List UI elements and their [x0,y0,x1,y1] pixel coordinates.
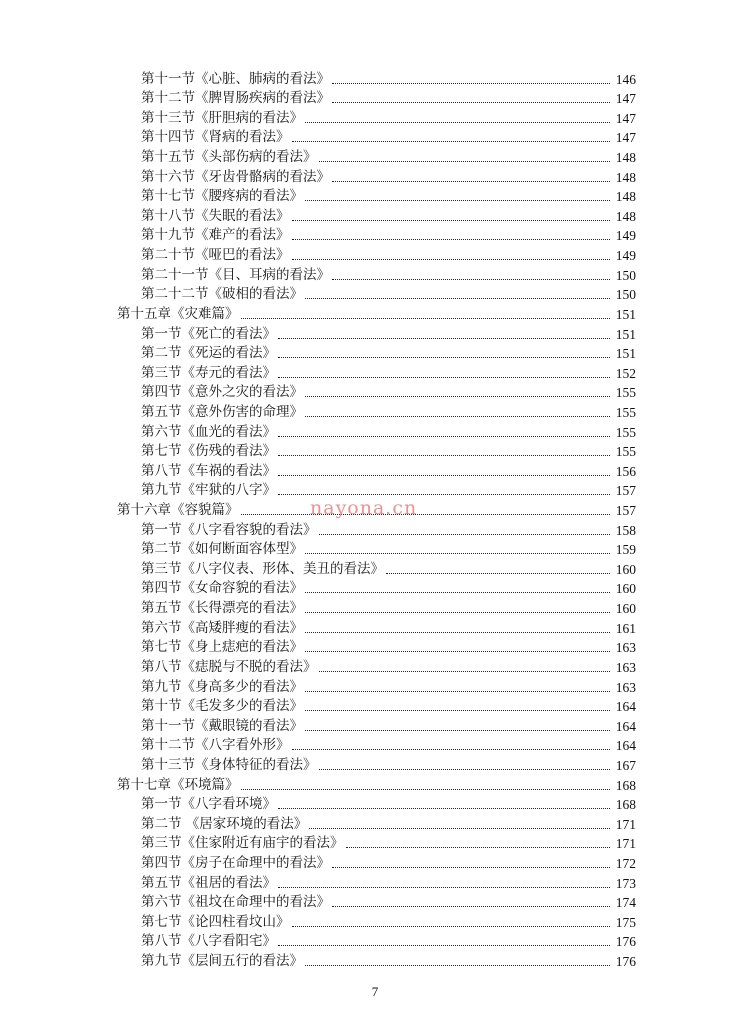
toc-section-entry[interactable] [0,421,750,441]
toc-entry-title: 第六节《祖坟在命理中的看法》 [141,894,330,911]
dot-leader [305,553,610,554]
toc-entry-title: 第七节《伤残的看法》 [141,443,276,460]
toc-entry-page: 176 [615,954,636,970]
dot-leader [386,573,610,574]
toc-section-entry[interactable] [0,696,750,716]
toc-entry-title: 第十二节《八字看外形》 [141,737,290,754]
toc-entry-page: 176 [615,934,636,950]
toc-section-entry[interactable] [0,911,750,931]
toc-entry-page: 160 [615,561,636,577]
toc-entry-page: 157 [615,483,636,499]
toc-section-entry[interactable] [0,107,750,127]
dot-leader [332,181,610,182]
dot-leader [278,357,610,358]
dot-leader [305,298,610,299]
toc-entry-title: 第一节《八字看环境》 [141,796,276,813]
toc-entry-page: 164 [615,738,636,754]
watermark: nayona.cn [310,497,418,519]
toc-entry-title: 第一节《死亡的看法》 [141,325,276,342]
toc-entry-page: 172 [615,855,636,871]
toc-entry-title: 第二十一节《目、耳病的看法》 [141,266,330,283]
toc-section-entry[interactable] [0,343,750,363]
toc-entry-title: 第九节《身高多少的看法》 [141,678,303,695]
dot-leader [332,906,610,907]
dot-leader [241,789,611,790]
dot-leader [292,749,611,750]
toc-entry-title: 第三节《八字仪表、形体、美丑的看法》 [141,560,384,577]
toc-entry-title: 第二十二节《破相的看法》 [141,286,303,303]
toc-entry-page: 171 [615,836,636,852]
toc-entry-page: 148 [615,150,636,166]
toc-entry-title: 第八节《八字看阳宅》 [141,933,276,950]
dot-leader [305,710,610,711]
dot-leader [278,887,610,888]
dot-leader [278,377,610,378]
toc-chapter-entry[interactable] [0,303,750,323]
dot-leader [278,436,610,437]
toc-entry-page: 148 [615,169,636,185]
toc-entry-title: 第十六章《容貌篇》 [117,502,239,519]
toc-section-entry[interactable] [0,225,750,245]
toc-entry-page: 155 [615,385,636,401]
toc-entry-title: 第八节《车祸的看法》 [141,462,276,479]
toc-section-entry[interactable] [0,205,750,225]
dot-leader [278,338,610,339]
toc-entry-title: 第十二节《脾胃肠疾病的看法》 [141,90,330,107]
dot-leader [241,318,611,319]
toc-entry-title: 第二节 《居家环境的看法》 [141,815,308,832]
toc-entry-title: 第七节《论四柱看坟山》 [141,913,290,930]
toc-section-entry[interactable] [0,813,750,833]
toc-section-entry[interactable] [0,186,750,206]
toc-entry-page: 168 [615,797,636,813]
toc-section-entry[interactable] [0,676,750,696]
toc-section-entry[interactable] [0,441,750,461]
dot-leader [319,671,611,672]
dot-leader [305,651,610,652]
toc-entry-page: 164 [615,699,636,715]
toc-entry-title: 第九节《层间五行的看法》 [141,953,303,970]
toc-entry-title: 第十九节《难产的看法》 [141,227,290,244]
toc-entry-page: 149 [615,248,636,264]
dot-leader [305,396,610,397]
table-of-contents [0,68,750,970]
dot-leader [278,808,610,809]
toc-section-entry[interactable] [0,323,750,343]
toc-section-entry[interactable] [0,597,750,617]
dot-leader [346,847,611,848]
toc-entry-page: 147 [615,110,636,126]
toc-entry-page: 160 [615,601,636,617]
toc-section-entry[interactable] [0,264,750,284]
dot-leader [292,926,611,927]
dot-leader [292,259,611,260]
toc-section-entry[interactable] [0,146,750,166]
toc-entry-title: 第十三节《肝胆病的看法》 [141,109,303,126]
dot-leader [241,514,611,515]
toc-entry-page: 155 [615,404,636,420]
toc-section-entry[interactable] [0,519,750,539]
dot-leader [332,83,610,84]
toc-entry-title: 第三节《寿元的看法》 [141,364,276,381]
toc-entry-page: 150 [615,267,636,283]
toc-entry-page: 175 [615,914,636,930]
toc-section-entry[interactable] [0,794,750,814]
toc-section-entry[interactable] [0,617,750,637]
toc-entry-page: 159 [615,542,636,558]
toc-entry-page: 158 [615,522,636,538]
dot-leader [305,416,610,417]
toc-entry-page: 147 [615,91,636,107]
toc-section-entry[interactable] [0,872,750,892]
toc-entry-title: 第八节《痣脱与不脱的看法》 [141,658,317,675]
toc-entry-page: 168 [615,777,636,793]
dot-leader [278,475,610,476]
dot-leader [319,769,611,770]
dot-leader [292,141,611,142]
toc-section-entry[interactable] [0,68,750,88]
toc-section-entry[interactable] [0,558,750,578]
toc-entry-title: 第五节《长得漂亮的看法》 [141,600,303,617]
toc-chapter-entry[interactable] [0,774,750,794]
toc-entry-title: 第十一节《心脏、肺病的看法》 [141,70,330,87]
toc-entry-page: 152 [615,365,636,381]
toc-entry-page: 171 [615,816,636,832]
toc-entry-page: 174 [615,895,636,911]
toc-entry-title: 第三节《住家附近有庙宇的看法》 [141,835,344,852]
toc-entry-page: 164 [615,718,636,734]
toc-entry-title: 第一节《八字看容貌的看法》 [141,521,317,538]
toc-section-entry[interactable] [0,244,750,264]
toc-entry-title: 第五节《祖居的看法》 [141,874,276,891]
toc-section-entry[interactable] [0,362,750,382]
toc-section-entry[interactable] [0,401,750,421]
toc-entry-page: 151 [615,306,636,322]
toc-entry-title: 第十五章《灾难篇》 [117,305,239,322]
dot-leader [305,612,610,613]
dot-leader [332,102,610,103]
toc-entry-title: 第十八节《失眠的看法》 [141,207,290,224]
toc-entry-page: 157 [615,503,636,519]
toc-entry-page: 163 [615,679,636,695]
toc-entry-page: 151 [615,326,636,342]
toc-entry-page: 163 [615,640,636,656]
toc-entry-page: 146 [615,71,636,87]
dot-leader [332,867,610,868]
toc-entry-title: 第六节《血光的看法》 [141,423,276,440]
toc-entry-title: 第七节《身上痣疤的看法》 [141,639,303,656]
toc-entry-title: 第十节《毛发多少的看法》 [141,698,303,715]
toc-entry-page: 148 [615,208,636,224]
toc-entry-page: 173 [615,875,636,891]
toc-entry-page: 151 [615,346,636,362]
toc-section-entry[interactable] [0,892,750,912]
page-number: 7 [371,984,379,999]
toc-entry-page: 160 [615,581,636,597]
toc-entry-title: 第二节《如何断面容体型》 [141,541,303,558]
toc-section-entry[interactable] [0,833,750,853]
toc-section-entry[interactable] [0,637,750,657]
dot-leader [319,534,611,535]
toc-section-entry[interactable] [0,852,750,872]
toc-entry-page: 156 [615,463,636,479]
dot-leader [305,122,610,123]
dot-leader [305,730,610,731]
dot-leader [309,828,610,829]
toc-section-entry[interactable] [0,88,750,108]
dot-leader [305,200,610,201]
toc-section-entry[interactable] [0,715,750,735]
toc-section-entry[interactable] [0,382,750,402]
toc-entry-title: 第十七节《腰疼病的看法》 [141,188,303,205]
toc-section-entry[interactable] [0,578,750,598]
dot-leader [305,965,610,966]
toc-entry-page: 149 [615,228,636,244]
toc-entry-page: 161 [615,620,636,636]
toc-entry-page: 155 [615,444,636,460]
dot-leader [305,632,610,633]
toc-entry-page: 167 [615,757,636,773]
dot-leader [319,161,611,162]
dot-leader [278,494,610,495]
toc-entry-title: 第十三节《身体特征的看法》 [141,756,317,773]
toc-entry-title: 第二十节《哑巴的看法》 [141,247,290,264]
toc-entry-title: 第十六节《牙齿骨骼病的看法》 [141,168,330,185]
toc-entry-title: 第四节《房子在命理中的看法》 [141,854,330,871]
toc-entry-page: 150 [615,287,636,303]
dot-leader [332,279,610,280]
toc-section-entry[interactable] [0,950,750,970]
toc-entry-title: 第二节《死运的看法》 [141,345,276,362]
dot-leader [278,455,610,456]
toc-entry-page: 148 [615,189,636,205]
toc-section-entry[interactable] [0,166,750,186]
dot-leader [305,592,610,593]
toc-entry-title: 第四节《意外之灾的看法》 [141,384,303,401]
toc-entry-page: 155 [615,424,636,440]
dot-leader [305,691,610,692]
toc-entry-page: 147 [615,130,636,146]
toc-section-entry[interactable] [0,931,750,951]
toc-section-entry[interactable] [0,284,750,304]
toc-section-entry[interactable] [0,754,750,774]
toc-section-entry[interactable] [0,127,750,147]
toc-section-entry[interactable] [0,735,750,755]
toc-entry-title: 第十五节《头部伤病的看法》 [141,149,317,166]
toc-entry-title: 第五节《意外伤害的命理》 [141,403,303,420]
toc-entry-title: 第四节《女命容貌的看法》 [141,580,303,597]
toc-section-entry[interactable] [0,460,750,480]
toc-entry-title: 第十四节《肾病的看法》 [141,129,290,146]
toc-entry-page: 163 [615,659,636,675]
toc-entry-title: 第十一节《戴眼镜的看法》 [141,717,303,734]
toc-entry-title: 第九节《牢狱的八字》 [141,482,276,499]
dot-leader [278,945,610,946]
toc-entry-title: 第六节《高矮胖瘦的看法》 [141,619,303,636]
dot-leader [292,239,611,240]
toc-entry-title: 第十七章《环境篇》 [117,776,239,793]
toc-section-entry[interactable] [0,539,750,559]
toc-section-entry[interactable] [0,656,750,676]
dot-leader [292,220,611,221]
